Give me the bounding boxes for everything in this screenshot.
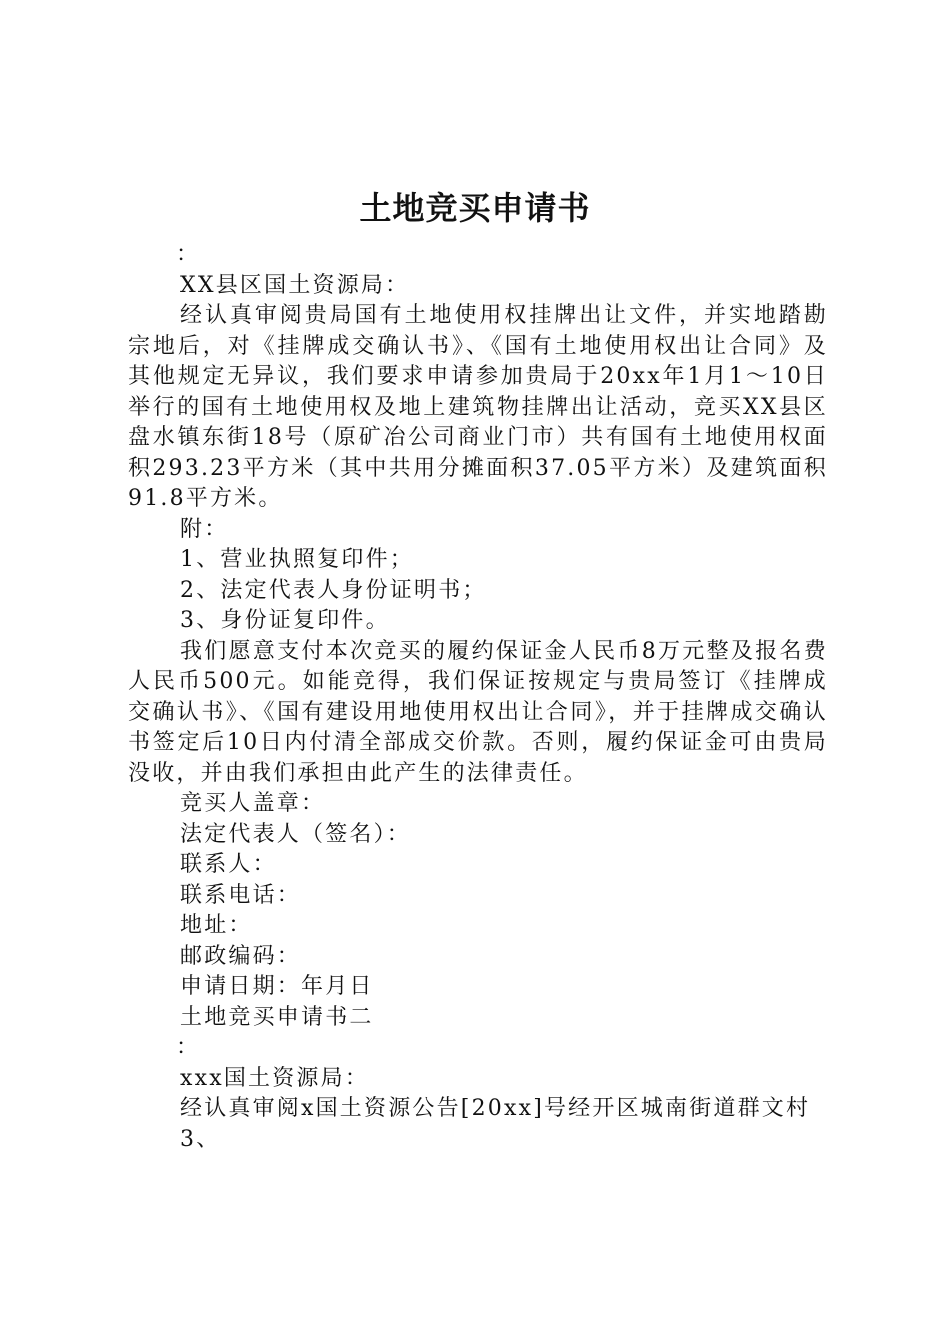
document-body (128, 240, 828, 1155)
field-legal-representative: 法定代表人（签名）： (180, 821, 412, 847)
attachments-label: 附： (180, 516, 229, 542)
document-title: 土地竞买申请书 (359, 189, 591, 227)
addressee: XX县区国土资源局： (180, 272, 410, 298)
body-paragraph: 我们愿意支付本次竞买的履约保证金人民币8万元整及报名费人民币500元。如能竞得，我们保证按规定与贵局签订《挂牌成交确认书》、《国有建设用地使用权出让合同》，并于挂牌成交确认书签定后10日内付清全部成交价款。否则，履约保证金可由贵局没收，并由我们承担由此产生的法律责任。 (128, 638, 828, 786)
attachment-item: 1、营业执照复印件； (180, 547, 414, 572)
list-item: 3、 (180, 1126, 221, 1152)
field-bidder-seal: 竞买人盖章： (180, 791, 326, 816)
field-application-date: 申请日期：年月日 (180, 974, 374, 999)
attachment-item: 2、法定代表人身份证明书； (180, 577, 487, 603)
body-paragraph: 经认真审阅x国土资源公告[20xx]号经开区城南街道群文村 (180, 1096, 811, 1121)
body-paragraph: 经认真审阅贵局国有土地使用权挂牌出让文件，并实地踏勘宗地后，对《挂牌成交确认书》、《国有土地使用权出让合同》及其他规定无异议，我们要求申请参加贵局于20xx年1月1～10日举行的国有土地使用权及地上建筑物挂牌出让活动，竞买XX县区盘水镇东街18号（原矿冶公司商业门市）共有国有土地使用权面积293.23平方米（其中共用分摊面积37.05平方米）及建筑面积91.8平方米。 (128, 303, 828, 511)
field-postal-code: 邮政编码： (180, 943, 302, 969)
attachment-item: 3、身份证复印件。 (180, 608, 390, 633)
field-address: 地址： (180, 913, 253, 938)
field-contact-phone: 联系电话： (180, 882, 302, 908)
second-title: 土地竞买申请书二 (180, 1004, 374, 1030)
field-contact-person: 联系人： (180, 852, 277, 877)
salutation-colon: ： (176, 242, 201, 267)
addressee: xxx国土资源局： (180, 1065, 370, 1091)
salutation-colon: ： (176, 1035, 201, 1060)
